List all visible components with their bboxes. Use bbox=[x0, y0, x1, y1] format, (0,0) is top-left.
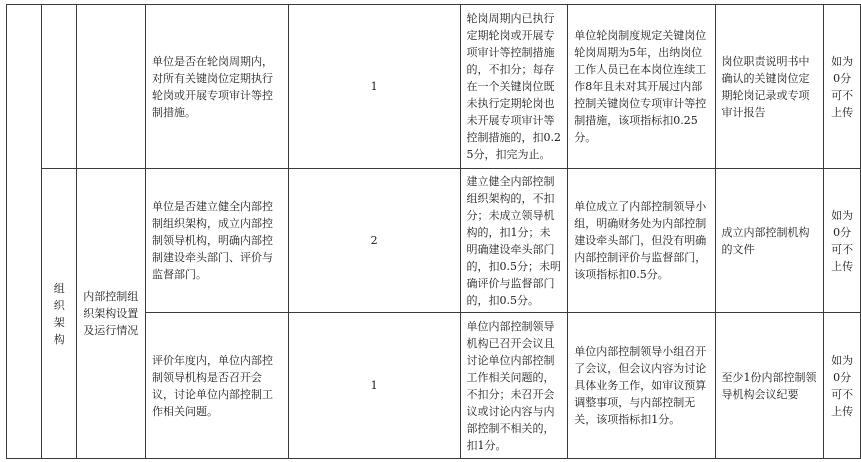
criterion-text: 单位是否在轮岗周期内，对所有关键岗位定期执行轮岗或开展专项审计等控制措施。 bbox=[152, 54, 273, 119]
score-text: 1 bbox=[370, 379, 378, 392]
deduction-cell bbox=[460, 5, 568, 169]
item-label: 内部控制组织架构设置及运行情况 bbox=[83, 290, 139, 337]
example-text: 单位成立了内部控制领导小组，明确财务处为内部控制建设牵头部门，但没有明确内部控制评价与监督部门，该项指标扣0.5分。 bbox=[574, 200, 707, 281]
evidence-text: 成立内部控制机构的文件 bbox=[721, 225, 810, 256]
note-cell bbox=[824, 313, 861, 459]
evaluation-table bbox=[6, 4, 861, 459]
example-cell bbox=[568, 169, 715, 313]
example-text: 单位内部控制领导小组召开了会议，但会议内容为讨论具体业务工作，如审议预算调整事项，与内部控制无关，该项指标扣1分。 bbox=[574, 345, 707, 426]
deduction-cell bbox=[460, 313, 568, 459]
evidence-cell bbox=[715, 313, 824, 459]
score-cell bbox=[288, 5, 460, 169]
example-cell bbox=[568, 313, 715, 459]
note-text: 如为0分可不上传 bbox=[831, 208, 854, 273]
item-blank-cell bbox=[77, 5, 146, 169]
evidence-cell bbox=[715, 169, 824, 313]
criterion-cell bbox=[146, 169, 289, 313]
example-text: 单位轮岗制度规定关键岗位轮岗周期为5年，出纳岗位工作人员已在本岗位连续工作8年且未对其开展过内部控制关键岗位专项审计等控制措施，该项指标扣0.25分。 bbox=[574, 29, 707, 144]
outer-blank-cell bbox=[7, 5, 42, 459]
criterion-text: 评价年度内，单位内部控制领导机构是否召开会议，讨论单位内部控制工作相关问题。 bbox=[152, 353, 273, 418]
deduction-text: 轮岗周期内已执行定期轮岗或开展专项审计等控制措施的，不扣分；每存在一个关键岗位既未执行定期轮岗也未开展专项审计等控制措施的，扣0.25分，扣完为止。 bbox=[466, 12, 562, 161]
score-text: 1 bbox=[370, 80, 378, 93]
group-label: 组织架构 bbox=[53, 281, 65, 346]
note-cell bbox=[824, 5, 861, 169]
deduction-text: 单位内部控制领导机构已召开会议且讨论单位内部控制工作相关问题的，不扣分；未召开会议或讨论内容与内部控制不相关的，扣1分。 bbox=[466, 319, 555, 452]
note-text: 如为0分可不上传 bbox=[831, 54, 854, 119]
item-cell bbox=[77, 169, 146, 459]
deduction-cell bbox=[460, 169, 568, 313]
group-cell bbox=[42, 169, 77, 459]
evidence-text: 至少1份内部控制领导机构会议纪要 bbox=[721, 370, 817, 401]
criterion-text: 单位是否建立健全内部控制组织架构，成立内部控制领导机构，明确内部控制建设牵头部门、评价与监督部门。 bbox=[152, 200, 273, 281]
score-text: 2 bbox=[370, 234, 378, 247]
group-blank-cell bbox=[42, 5, 77, 169]
score-cell bbox=[288, 313, 460, 459]
score-cell bbox=[288, 169, 460, 313]
deduction-text: 建立健全内部控制组织架构的，不扣分；未成立领导机构的，扣1分；未明确建设牵头部门的，扣0.5分；未明确评价与监督部门的，扣0.5分。 bbox=[466, 174, 562, 307]
evidence-text: 岗位职责说明书中确认的关键岗位定期轮岗记录或专项审计报告 bbox=[721, 54, 810, 119]
table-row bbox=[7, 5, 861, 169]
table-row bbox=[7, 169, 861, 313]
note-cell bbox=[824, 169, 861, 313]
evidence-cell bbox=[715, 5, 824, 169]
criterion-cell bbox=[146, 313, 289, 459]
criterion-cell bbox=[146, 5, 289, 169]
example-cell bbox=[568, 5, 715, 169]
note-text: 如为0分可不上传 bbox=[831, 353, 854, 418]
